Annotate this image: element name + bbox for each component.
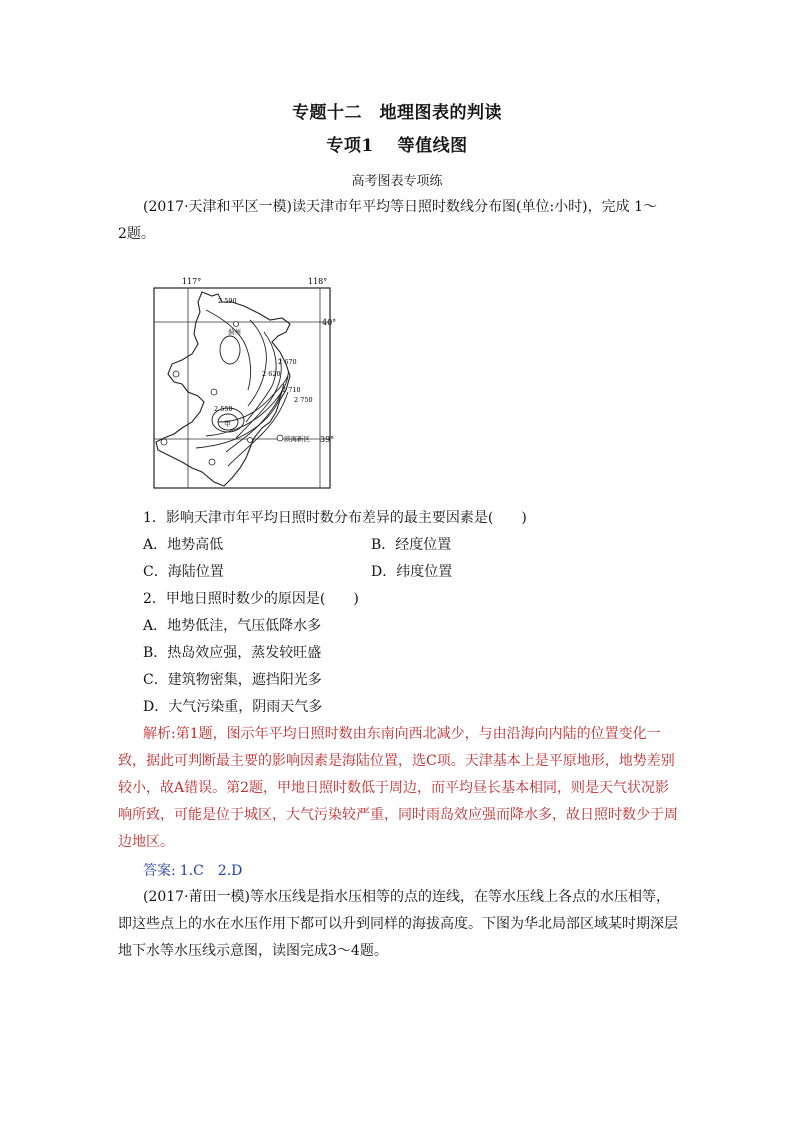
city-dot-3: [209, 459, 215, 465]
q2-option-a: A．地势低洼，气压低降水多: [143, 618, 322, 634]
isoline-2620: [248, 320, 266, 406]
q1-option-c: C．海陆位置: [143, 564, 224, 580]
q1-option-b: B．经度位置: [371, 537, 452, 553]
intro-1-line-1: (2017·天津和平区一模)读天津市年平均等日照时数线分布图(单位:小时)，完成 1～: [143, 199, 657, 215]
isoline-sweep-3: [196, 392, 282, 448]
analysis-label: 解析:: [143, 726, 176, 742]
analysis-line-1: [143, 723, 661, 743]
isoline-label-2620: 2 620: [262, 370, 281, 378]
isoline-label-2590: 2 590: [218, 297, 237, 305]
analysis-line-4: 响所致，可能是位于城区，大气污染较严重，同时雨岛效应强而降水多，故日照时数少于周: [118, 807, 678, 823]
isoline-label-2710: 2 710: [282, 386, 301, 394]
analysis-line-2: 致，据此可判断最主要的影响因素是海陆位置，选C项。天津基本上是平原地形，地势差别: [118, 753, 675, 769]
intro-2-line-1: (2017·莆田一模)等水压线是指水压相等的点的连线，在等水压线上各点的水压相等，: [143, 889, 671, 905]
analysis-line-3: 较小，故A错误。第2题，甲地日照时数低于周边，而平均昼长基本相同，则是天气状况影: [118, 780, 670, 796]
isoline-label-2670: 2 670: [278, 358, 297, 366]
q2-option-b: B．热岛效应强，蒸发较旺盛: [143, 645, 322, 661]
section-heading: 高考图表专项练: [351, 174, 443, 189]
q1-option-a: A．地势高低: [143, 537, 224, 553]
map-frame: [154, 288, 330, 488]
city-dot-1: [211, 389, 217, 395]
answer-value: 1.C 2.D: [179, 863, 243, 879]
isoline-closed-north: [220, 336, 240, 364]
page-title: 专题十二 地理图表的判读: [292, 103, 502, 123]
isoline-group: [196, 310, 288, 466]
point-jia-label: 甲: [224, 420, 231, 428]
lon-label-118: 118°: [308, 277, 328, 286]
analysis-line-5: 边地区。: [118, 834, 174, 850]
answer-line: [143, 860, 242, 880]
analysis-text-1: 第1题，图示年平均日照时数由东南向西北减少，与由沿海向内陆的位置变化一: [175, 726, 661, 742]
intro-1-line-2: 2题。: [118, 226, 155, 242]
sunshine-isoline-map: [152, 272, 337, 490]
city-dot-5: [173, 371, 179, 377]
q2-option-c: C．建筑物密集，遮挡阳光多: [143, 672, 322, 688]
q2-option-d: D．大气污染重，阴雨天气多: [143, 699, 323, 715]
lat-label-39: 39°: [320, 435, 335, 444]
city-dot-4: [248, 438, 253, 443]
intro-2-line-2: 即这些点上的水在水压作用下都可以升到同样的海拔高度。下图为华北局部区域某时期深层: [118, 916, 678, 932]
city-dot-2: [161, 439, 167, 445]
isoline-label-2750: 2 750: [294, 396, 313, 404]
lat-label-40: 40°: [322, 318, 337, 327]
page-subtitle: 专项1 等值线图: [326, 136, 468, 156]
q1-stem: 1．影响天津市年平均日照时数分布差异的最主要因素是( ): [143, 510, 527, 526]
intro-2-line-3: 地下水等水压线示意图，读图完成3～4题。: [118, 943, 388, 959]
city-label-jizhou: 蓟州: [228, 328, 241, 336]
city-dot-binhai: [277, 435, 283, 441]
lon-label-117: 117°: [182, 277, 202, 286]
city-label-binhai: 滨海新区: [284, 435, 310, 443]
q2-stem: 2．甲地日照时数少的原因是( ): [143, 591, 359, 607]
city-dot-jizhou: [234, 322, 239, 327]
answer-label: 答案:: [143, 863, 176, 879]
q1-option-d: D．纬度位置: [371, 564, 453, 580]
isoline-label-2550: 2 550: [214, 405, 233, 413]
